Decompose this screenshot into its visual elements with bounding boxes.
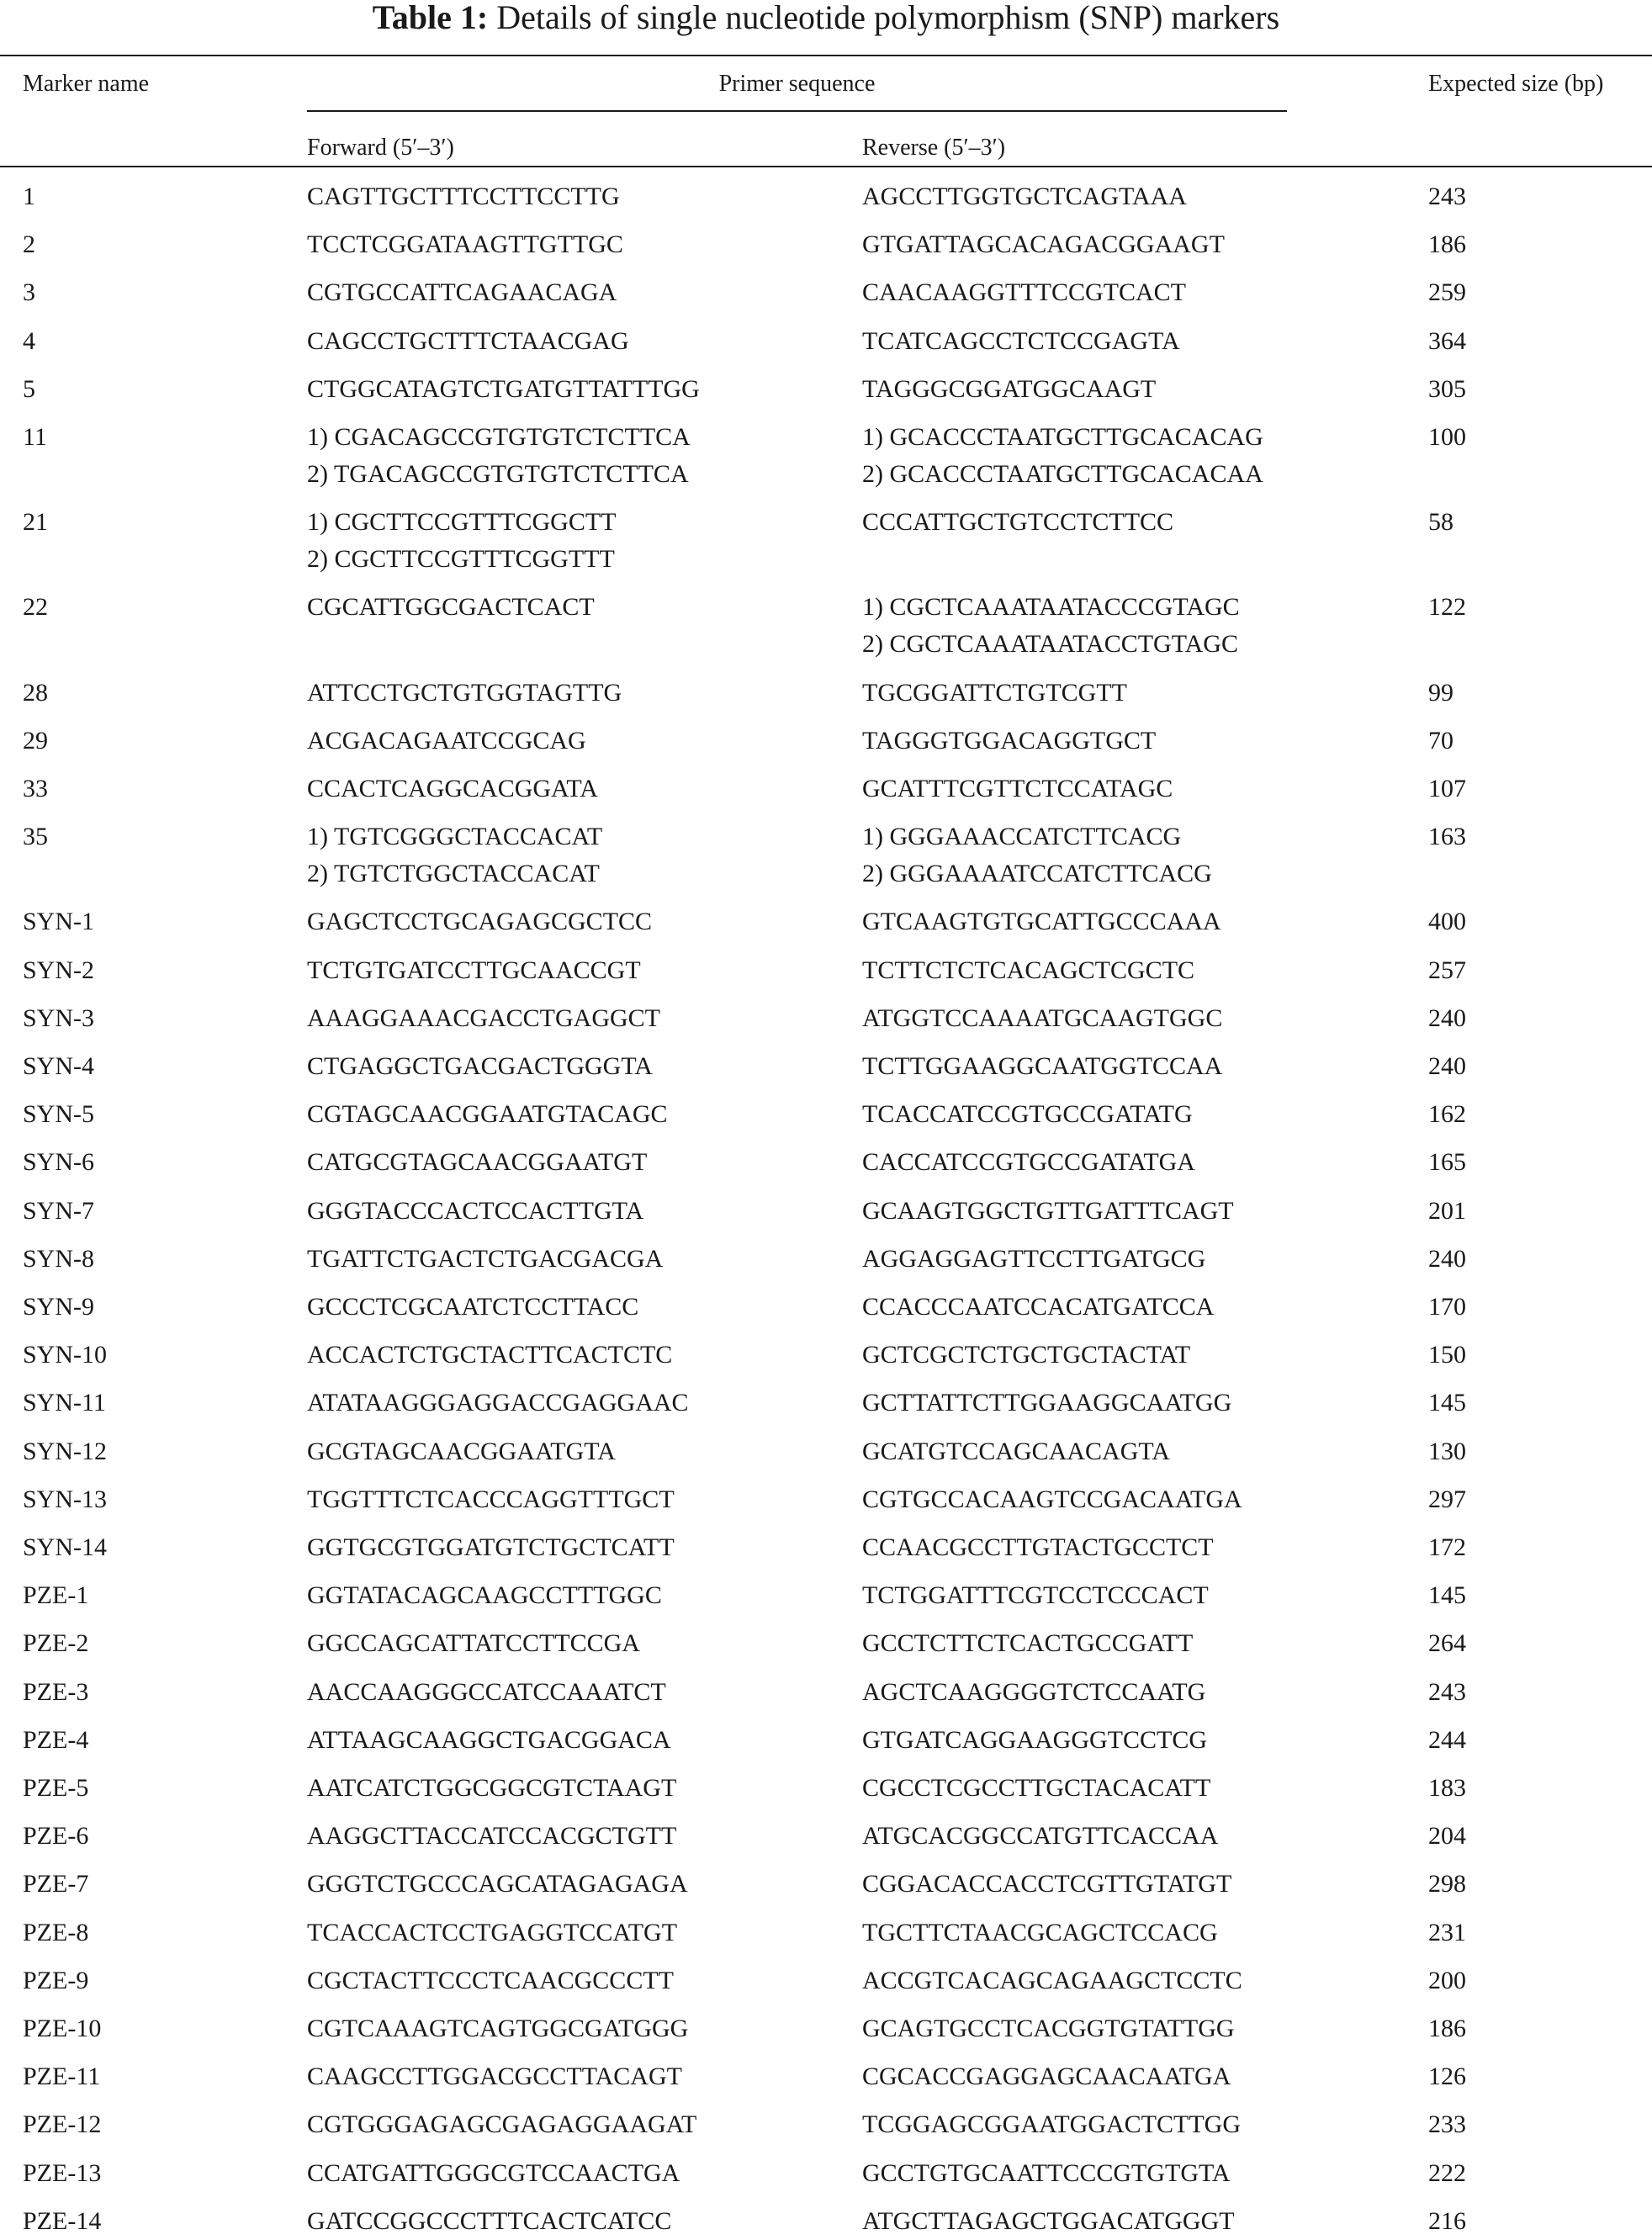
- header-expected-size: Expected size (bp): [1428, 71, 1604, 97]
- header-marker-name: Marker name: [23, 71, 150, 97]
- forward-primer-cell: [307, 1722, 671, 1759]
- reverse-primer-line: CCAACGCCTTGTACTGCCTCT: [862, 1533, 1214, 1561]
- reverse-primer-cell: [862, 675, 1127, 712]
- reverse-primer-cell: [862, 1625, 1193, 1662]
- forward-primer-line: 1) TGTCGGGCTACCACAT: [307, 823, 603, 851]
- forward-primer-cell: [307, 2010, 688, 2047]
- forward-primer-cell: [307, 1433, 616, 1470]
- forward-primer-line: CAGTTGCTTTCCTTCCTTG: [307, 183, 620, 210]
- table-caption: [0, 0, 1652, 35]
- top-rule: [0, 55, 1652, 56]
- reverse-primer-cell: [862, 1048, 1222, 1085]
- reverse-primer-line: ATGGTCCAAAATGCAAGTGGC: [862, 1003, 1223, 1032]
- reverse-primer-line: CGGACACCACCTCGTTGTATGT: [862, 1870, 1232, 1898]
- expected-size-cell: 231: [1428, 1918, 1466, 1946]
- forward-primer-line: AAAGGAAACGACCTGAGGCT: [307, 1003, 660, 1032]
- forward-primer-line: ATTAAGCAAGGCTGACGGACA: [307, 1725, 671, 1754]
- forward-primer-cell: [307, 1337, 672, 1374]
- marker-name-cell: SYN-12: [23, 1437, 108, 1465]
- forward-primer-line: CAGCCTGCTTTCTAACGAG: [307, 326, 629, 355]
- reverse-primer-line: GTGATCAGGAAGGGTCCTCG: [862, 1725, 1207, 1754]
- reverse-primer-cell: [862, 1289, 1214, 1326]
- reverse-primer-cell: [862, 818, 1212, 892]
- reverse-primer-line: CGCCTCGCCTTGCTACACATT: [862, 1774, 1211, 1802]
- forward-primer-line: 2) TGACAGCCGTGTGTCTCTTCA: [307, 460, 689, 488]
- forward-primer-line: CGCTACTTCCCTCAACGCCCTT: [307, 1966, 674, 1994]
- forward-primer-line: 1) CGCTTCCGTTTCGGCTT: [307, 508, 617, 537]
- reverse-primer-line: TAGGGTGGACAGGTGCT: [862, 726, 1157, 755]
- forward-primer-line: ATATAAGGGAGGACCGAGGAAC: [307, 1389, 689, 1417]
- reverse-primer-line: GCCTCTTCTCACTGCCGATT: [862, 1629, 1194, 1658]
- reverse-primer-cell: [862, 1914, 1218, 1951]
- forward-primer-cell: [307, 1385, 689, 1422]
- reverse-primer-line: TCTTCTCTCACAGCTCGCTC: [862, 956, 1195, 984]
- marker-name-cell: PZE-6: [23, 1822, 89, 1851]
- expected-size-cell: 259: [1428, 278, 1466, 307]
- reverse-primer-line: CACCATCCGTGCCGATATGA: [862, 1148, 1195, 1177]
- forward-primer-line: TGATTCTGACTCTGACGACGA: [307, 1244, 664, 1273]
- marker-name-cell: SYN-9: [23, 1293, 95, 1321]
- reverse-primer-line: GCAAGTGGCTGTTGATTTCAGT: [862, 1196, 1234, 1225]
- reverse-primer-cell: [862, 2203, 1235, 2240]
- forward-primer-line: CGCATTGGCGACTCACT: [307, 593, 595, 622]
- reverse-primer-line: GCCTGTGCAATTCCCGTGTGTA: [862, 2158, 1231, 2187]
- expected-size-cell: 100: [1428, 423, 1466, 451]
- expected-size-cell: 264: [1428, 1629, 1466, 1658]
- marker-name-cell: SYN-6: [23, 1148, 95, 1177]
- forward-primer-cell: [307, 323, 629, 360]
- forward-primer-cell: [307, 1096, 668, 1133]
- forward-primer-cell: [307, 1000, 660, 1037]
- reverse-primer-cell: [862, 1722, 1207, 1759]
- reverse-primer-line: TAGGGCGGATGGCAAGT: [862, 374, 1157, 403]
- reverse-primer-line: TCGGAGCGGAATGGACTCTTGG: [862, 2110, 1241, 2139]
- forward-primer-cell: [307, 2106, 696, 2143]
- marker-name-cell: 28: [23, 678, 48, 707]
- forward-primer-cell: [307, 1048, 653, 1085]
- reverse-primer-line: GTGATTAGCACAGACGGAAGT: [862, 230, 1225, 259]
- reverse-primer-cell: [862, 1674, 1205, 1711]
- reverse-primer-cell: [862, 1433, 1170, 1470]
- forward-primer-cell: [307, 1193, 643, 1230]
- marker-name-cell: 3: [23, 278, 35, 307]
- header-reverse: Reverse (5′–3′): [862, 135, 1006, 161]
- forward-primer-cell: [307, 723, 586, 760]
- expected-size-cell: 99: [1428, 678, 1453, 707]
- reverse-primer-cell: [862, 2106, 1241, 2143]
- forward-primer-line: CGTGCCATTCAGAACAGA: [307, 278, 617, 307]
- reverse-primer-line: GCATTTCGTTCTCCATAGC: [862, 775, 1173, 802]
- reverse-primer-line: GCTTATTCTTGGAAGGCAATGG: [862, 1389, 1232, 1417]
- forward-primer-line: CCACTCAGGCACGGATA: [307, 775, 598, 802]
- reverse-primer-line: 2) CGCTCAAATAATACCTGTAGC: [862, 630, 1238, 659]
- forward-primer-cell: [307, 1818, 676, 1855]
- forward-primer-line: TCTGTGATCCTTGCAACCGT: [307, 956, 641, 984]
- primer-sequence-underline: [307, 110, 1287, 112]
- expected-size-cell: 145: [1428, 1389, 1466, 1417]
- expected-size-cell: 183: [1428, 1774, 1466, 1802]
- reverse-primer-cell: [862, 1866, 1231, 1903]
- reverse-primer-line: ATGCTTAGAGCTGGACATGGGT: [862, 2206, 1235, 2235]
- forward-primer-cell: [307, 2155, 680, 2192]
- marker-name-cell: PZE-3: [23, 1677, 89, 1706]
- forward-primer-cell: [307, 226, 623, 263]
- reverse-primer-line: CGCACCGAGGAGCAACAATGA: [862, 2063, 1231, 2091]
- forward-primer-line: ACGACAGAATCCGCAG: [307, 726, 586, 755]
- reverse-primer-cell: [862, 226, 1225, 263]
- forward-primer-cell: [307, 1529, 675, 1566]
- marker-name-cell: SYN-13: [23, 1485, 108, 1513]
- expected-size-cell: 233: [1428, 2110, 1466, 2139]
- forward-primer-cell: [307, 952, 641, 989]
- reverse-primer-cell: [862, 274, 1186, 311]
- reverse-primer-cell: [862, 770, 1173, 808]
- marker-name-cell: PZE-10: [23, 2015, 102, 2042]
- marker-name-cell: SYN-3: [23, 1003, 95, 1032]
- expected-size-cell: 222: [1428, 2158, 1466, 2187]
- forward-primer-line: CGTAGCAACGGAATGTACAGC: [307, 1100, 668, 1129]
- reverse-primer-cell: [862, 1193, 1234, 1230]
- forward-primer-line: CATGCGTAGCAACGGAATGT: [307, 1148, 648, 1177]
- reverse-primer-cell: [862, 1481, 1242, 1518]
- forward-primer-cell: [307, 1241, 663, 1278]
- reverse-primer-line: AGCTCAAGGGGTCTCCAATG: [862, 1677, 1206, 1706]
- expected-size-cell: 400: [1428, 908, 1466, 936]
- expected-size-cell: 243: [1428, 1677, 1466, 1706]
- expected-size-cell: 200: [1428, 1966, 1466, 1994]
- reverse-primer-cell: [862, 952, 1194, 989]
- reverse-primer-line: TCTTGGAAGGCAATGGTCCAA: [862, 1052, 1223, 1080]
- reverse-primer-cell: [862, 1000, 1222, 1037]
- reverse-primer-line: ATGCACGGCCATGTTCACCAA: [862, 1822, 1219, 1851]
- marker-name-cell: 11: [23, 423, 47, 451]
- forward-primer-line: CAAGCCTTGGACGCCTTACAGT: [307, 2063, 682, 2091]
- marker-name-cell: 4: [23, 326, 35, 355]
- forward-primer-cell: [307, 274, 617, 311]
- marker-name-cell: 2: [23, 230, 35, 259]
- forward-primer-cell: [307, 2203, 671, 2240]
- forward-primer-line: 2) TGTCTGGCTACCACAT: [307, 860, 600, 888]
- marker-name-cell: PZE-4: [23, 1725, 89, 1754]
- reverse-primer-line: TGCTTCTAACGCAGCTCCACG: [862, 1918, 1218, 1946]
- reverse-primer-cell: [862, 1241, 1205, 1278]
- reverse-primer-line: CGTGCCACAAGTCCGACAATGA: [862, 1485, 1242, 1513]
- forward-primer-cell: [307, 675, 622, 712]
- expected-size-cell: 70: [1428, 726, 1453, 755]
- expected-size-cell: 150: [1428, 1341, 1466, 1369]
- forward-primer-line: GGCCAGCATTATCCTTCCGA: [307, 1629, 640, 1658]
- forward-primer-line: CTGGCATAGTCTGATGTTATTTGG: [307, 374, 700, 403]
- reverse-primer-line: TCTGGATTTCGTCCTCCCACT: [862, 1581, 1209, 1610]
- forward-primer-line: CGTCAAAGTCAGTGGCGATGGG: [307, 2015, 689, 2042]
- forward-primer-line: CTGAGGCTGACGACTGGGTA: [307, 1052, 653, 1080]
- expected-size-cell: 186: [1428, 230, 1466, 259]
- expected-size-cell: 298: [1428, 1870, 1466, 1898]
- reverse-primer-cell: [862, 1818, 1218, 1855]
- table-caption-text: Details of single nucleotide polymorphism (SNP) markers: [496, 0, 1280, 36]
- expected-size-cell: 364: [1428, 326, 1466, 355]
- forward-primer-cell: [307, 1770, 676, 1807]
- forward-primer-line: TGGTTTCTCACCCAGGTTTGCT: [307, 1485, 675, 1513]
- marker-name-cell: 1: [23, 183, 35, 210]
- marker-name-cell: SYN-11: [23, 1389, 106, 1417]
- reverse-primer-line: TCACCATCCGTGCCGATATG: [862, 1100, 1193, 1129]
- forward-primer-line: 2) CGCTTCCGTTTCGGTTT: [307, 545, 615, 574]
- expected-size-cell: 201: [1428, 1196, 1466, 1225]
- marker-name-cell: PZE-13: [23, 2158, 102, 2187]
- reverse-primer-cell: [862, 1577, 1209, 1614]
- marker-name-cell: SYN-14: [23, 1533, 108, 1561]
- expected-size-cell: 244: [1428, 1725, 1466, 1754]
- forward-primer-cell: [307, 589, 595, 626]
- forward-primer-cell: [307, 1866, 688, 1903]
- forward-primer-cell: [307, 1625, 640, 1662]
- forward-primer-line: GGTATACAGCAAGCCTTTGGC: [307, 1581, 662, 1610]
- forward-primer-line: GGTGCGTGGATGTCTGCTCATT: [307, 1533, 675, 1561]
- expected-size-cell: 163: [1428, 823, 1466, 851]
- reverse-primer-line: AGCCTTGGTGCTCAGTAAA: [862, 183, 1187, 210]
- reverse-primer-line: 1) GGGAAACCATCTTCACG: [862, 823, 1182, 851]
- forward-primer-line: ACCACTCTGCTACTTCACTCTC: [307, 1341, 673, 1369]
- reverse-primer-cell: [862, 1529, 1214, 1566]
- forward-primer-line: 1) CGACAGCCGTGTGTCTCTTCA: [307, 423, 691, 451]
- expected-size-cell: 216: [1428, 2206, 1466, 2235]
- forward-primer-cell: [307, 419, 691, 493]
- expected-size-cell: 126: [1428, 2063, 1466, 2091]
- marker-name-cell: SYN-8: [23, 1244, 95, 1273]
- reverse-primer-line: 2) GGGAAAATCCATCTTCACG: [862, 860, 1212, 888]
- forward-primer-line: GAGCTCCTGCAGAGCGCTCC: [307, 908, 653, 936]
- marker-name-cell: 33: [23, 775, 48, 802]
- reverse-primer-cell: [862, 1144, 1195, 1181]
- forward-primer-cell: [307, 1144, 647, 1181]
- forward-primer-line: AACCAAGGGCCATCCAAATCT: [307, 1677, 666, 1706]
- forward-primer-cell: [307, 504, 617, 578]
- header-bottom-rule: [0, 166, 1652, 167]
- marker-name-cell: 22: [23, 593, 48, 622]
- forward-primer-line: CCATGATTGGGCGTCCAACTGA: [307, 2158, 680, 2187]
- marker-name-cell: 21: [23, 508, 48, 537]
- reverse-primer-cell: [862, 504, 1173, 541]
- forward-primer-cell: [307, 1962, 674, 1999]
- reverse-primer-line: GCATGTCCAGCAACAGTA: [862, 1437, 1170, 1465]
- reverse-primer-line: 1) GCACCCTAATGCTTGCACACAG: [862, 423, 1263, 451]
- marker-name-cell: PZE-2: [23, 1629, 89, 1658]
- reverse-primer-line: CCACCCAATCCACATGATCCA: [862, 1293, 1215, 1321]
- forward-primer-cell: [307, 1674, 666, 1711]
- marker-name-cell: PZE-14: [23, 2206, 102, 2235]
- reverse-primer-line: CCCATTGCTGTCCTCTTCC: [862, 508, 1174, 537]
- expected-size-cell: 240: [1428, 1244, 1466, 1273]
- reverse-primer-cell: [862, 323, 1180, 360]
- reverse-primer-cell: [862, 903, 1221, 940]
- reverse-primer-cell: [862, 419, 1263, 493]
- reverse-primer-cell: [862, 723, 1156, 760]
- reverse-primer-line: ACCGTCACAGCAGAAGCTCCTC: [862, 1966, 1242, 1994]
- reverse-primer-cell: [862, 371, 1156, 408]
- marker-name-cell: SYN-4: [23, 1052, 95, 1080]
- forward-primer-line: GCGTAGCAACGGAATGTA: [307, 1437, 616, 1465]
- reverse-primer-cell: [862, 2058, 1231, 2095]
- forward-primer-line: ATTCCTGCTGTGGTAGTTG: [307, 678, 622, 707]
- expected-size-cell: 186: [1428, 2015, 1466, 2042]
- reverse-primer-cell: [862, 1337, 1190, 1374]
- marker-name-cell: PZE-5: [23, 1774, 89, 1802]
- forward-primer-line: AATCATCTGGCGGCGTCTAAGT: [307, 1774, 677, 1802]
- forward-primer-cell: [307, 2058, 682, 2095]
- reverse-primer-line: GCAGTGCCTCACGGTGTATTGG: [862, 2015, 1235, 2042]
- marker-name-cell: SYN-1: [23, 908, 95, 936]
- reverse-primer-line: AGGAGGAGTTCCTTGATGCG: [862, 1244, 1206, 1273]
- reverse-primer-cell: [862, 1096, 1193, 1133]
- reverse-primer-line: 2) GCACCCTAATGCTTGCACACAA: [862, 460, 1263, 488]
- reverse-primer-line: GCTCGCTCTGCTGCTACTAT: [862, 1341, 1191, 1369]
- expected-size-cell: 257: [1428, 956, 1466, 984]
- expected-size-cell: 204: [1428, 1822, 1466, 1851]
- reverse-primer-line: GTCAAGTGTGCATTGCCCAAA: [862, 908, 1221, 936]
- reverse-primer-cell: [862, 1770, 1210, 1807]
- reverse-primer-line: CAACAAGGTTTCCGTCACT: [862, 278, 1187, 307]
- expected-size-cell: 172: [1428, 1533, 1466, 1561]
- expected-size-cell: 165: [1428, 1148, 1466, 1177]
- header-forward: Forward (5′–3′): [307, 135, 454, 161]
- forward-primer-cell: [307, 818, 602, 892]
- reverse-primer-cell: [862, 2155, 1231, 2192]
- expected-size-cell: 145: [1428, 1581, 1466, 1610]
- expected-size-cell: 107: [1428, 775, 1466, 802]
- forward-primer-cell: [307, 178, 620, 215]
- expected-size-cell: 130: [1428, 1437, 1466, 1465]
- expected-size-cell: 240: [1428, 1052, 1466, 1080]
- reverse-primer-cell: [862, 178, 1187, 215]
- reverse-primer-line: 1) CGCTCAAATAATACCCGTAGC: [862, 593, 1240, 622]
- reverse-primer-cell: [862, 589, 1240, 663]
- forward-primer-cell: [307, 903, 652, 940]
- marker-name-cell: SYN-10: [23, 1341, 108, 1369]
- forward-primer-cell: [307, 1914, 677, 1951]
- marker-name-cell: PZE-9: [23, 1966, 89, 1994]
- reverse-primer-cell: [862, 1962, 1242, 1999]
- forward-primer-cell: [307, 1577, 662, 1614]
- table-caption-label: Table 1:: [372, 0, 489, 36]
- forward-primer-cell: [307, 770, 598, 808]
- marker-name-cell: PZE-12: [23, 2110, 102, 2139]
- expected-size-cell: 305: [1428, 374, 1466, 403]
- reverse-primer-line: TGCGGATTCTGTCGTT: [862, 678, 1127, 707]
- reverse-primer-cell: [862, 2010, 1235, 2047]
- marker-name-cell: PZE-7: [23, 1870, 89, 1898]
- forward-primer-line: AAGGCTTACCATCCACGCTGTT: [307, 1822, 677, 1851]
- forward-primer-line: CGTGGGAGAGCGAGAGGAAGAT: [307, 2110, 697, 2139]
- forward-primer-line: GATCCGGCCCTTTCACTCATCC: [307, 2206, 672, 2235]
- marker-name-cell: PZE-8: [23, 1918, 89, 1946]
- reverse-primer-cell: [862, 1385, 1231, 1422]
- expected-size-cell: 58: [1428, 508, 1453, 537]
- forward-primer-cell: [307, 1481, 675, 1518]
- header-primer-sequence: Primer sequence: [718, 71, 876, 97]
- marker-name-cell: 5: [23, 374, 35, 403]
- forward-primer-cell: [307, 1289, 638, 1326]
- expected-size-cell: 170: [1428, 1293, 1466, 1321]
- marker-name-cell: PZE-11: [23, 2063, 101, 2091]
- marker-name-cell: SYN-5: [23, 1100, 95, 1129]
- forward-primer-line: TCCTCGGATAAGTTGTTGC: [307, 230, 623, 259]
- marker-name-cell: 29: [23, 726, 48, 755]
- expected-size-cell: 297: [1428, 1485, 1466, 1513]
- forward-primer-cell: [307, 371, 700, 408]
- expected-size-cell: 162: [1428, 1100, 1466, 1129]
- marker-name-cell: SYN-2: [23, 956, 95, 984]
- forward-primer-line: TCACCACTCCTGAGGTCCATGT: [307, 1918, 678, 1946]
- marker-name-cell: 35: [23, 823, 48, 851]
- marker-name-cell: SYN-7: [23, 1196, 95, 1225]
- expected-size-cell: 243: [1428, 183, 1466, 210]
- forward-primer-line: GGGTCTGCCCAGCATAGAGAGA: [307, 1870, 688, 1898]
- reverse-primer-line: TCATCAGCCTCTCCGAGTA: [862, 326, 1180, 355]
- marker-name-cell: PZE-1: [23, 1581, 89, 1610]
- forward-primer-line: GCCCTCGCAATCTCCTTACC: [307, 1293, 639, 1321]
- expected-size-cell: 240: [1428, 1003, 1466, 1032]
- expected-size-cell: 122: [1428, 593, 1466, 622]
- forward-primer-line: GGGTACCCACTCCACTTGTA: [307, 1196, 644, 1225]
